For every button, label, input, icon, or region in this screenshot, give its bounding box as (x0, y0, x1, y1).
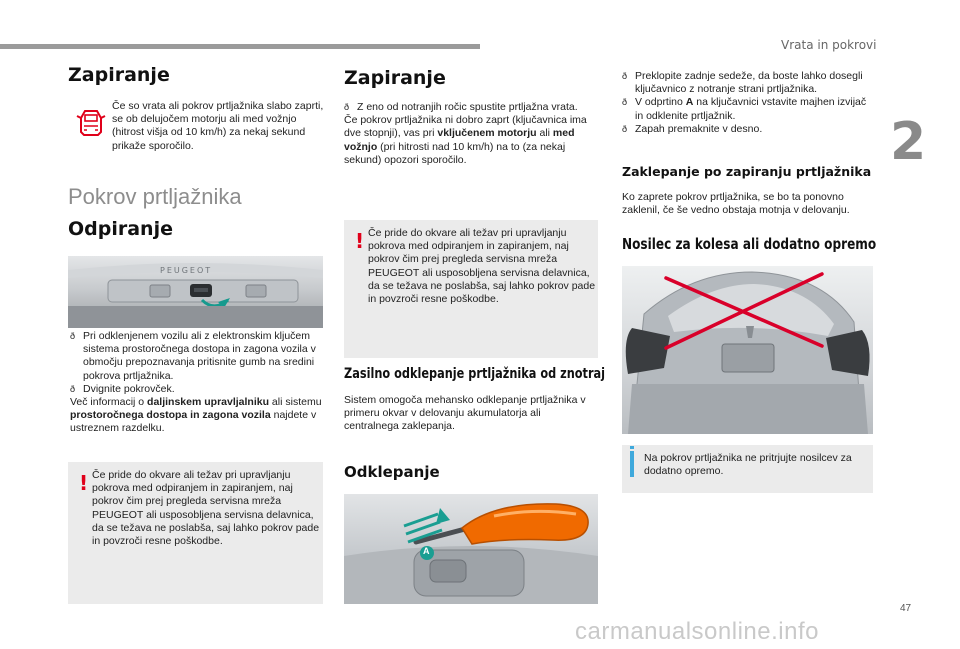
closing-warning-text: Če so vrata ali pokrov prtljažnika slabo zaprti, se ob delujočem motorju ali med vožnjo (hitrost višja od 10 km/h) za nekaj sekund prikaže sporočilo. (112, 100, 324, 152)
closing-p-post: (pri hitrosti nad 10 km/h) na to (za nekaj sekund) opozori sporočilo. (344, 140, 566, 166)
relock-text: Ko zaprete pokrov prtljažnika, se bo ta ponovno zaklenil, če še vedno obstaja motnja v delovanju. (622, 191, 850, 217)
info-icon-dot (630, 446, 634, 449)
emergency-unlock-text: Sistem omogoča mehansko odklepanje prtljažnika v primeru okvar v delovanju akumulatorja ali centralnega zaklepanja. (344, 394, 586, 433)
unlock-step-2-pre: V odprtino (635, 96, 686, 109)
unlock-step-2-bold: A (685, 96, 694, 109)
alert-exclamation-icon: ! (79, 471, 89, 495)
bike-rack-forbidden-image (622, 266, 873, 434)
info-text: Na pokrov prtljažnika ne pritrjujte nosilcev za dodatno opremo. (644, 452, 852, 478)
chapter-number: 2 (890, 112, 927, 172)
heading-zasilno-odklepanje: Zasilno odklepanje prtljažnika od znotraj (344, 366, 606, 382)
car-rear-illustration (622, 266, 873, 434)
info-bold-handsfree: prostoročnega dostopa in zagona vozila (70, 409, 271, 422)
tailgate-button-image (68, 256, 323, 328)
emergency-unlock-image (344, 494, 598, 604)
unlock-steps (622, 70, 872, 136)
peugeot-label: PEUGEOT (160, 266, 213, 275)
closing-bold-driving: med vožnjo (344, 127, 575, 153)
info-pre: Več informacij o (70, 396, 148, 409)
heading-pokrov-prtljaznika: Pokrov prtljažnika (68, 184, 242, 209)
heading-zapiranje-1: Zapiranje (68, 64, 170, 86)
opening-step-2: ð Dvignite pokrovček. (70, 383, 325, 396)
screwdriver-lock-illustration (344, 494, 598, 604)
alert-exclamation-icon: ! (355, 229, 365, 253)
heading-odpiranje: Odpiranje (68, 218, 173, 240)
info-bold-remote: daljinskem upravljalniku (147, 396, 270, 409)
alert-box-2 (344, 220, 598, 358)
unlock-step-2-post: na ključavnici vstavite majhen izvijač in odklenite prtljažnik. (635, 96, 867, 122)
closing-p-mid: ali (536, 127, 553, 140)
closing-bold-engine: vključenem motorju (437, 127, 537, 140)
lock-opening-label-a: A (423, 546, 430, 556)
top-bar (0, 44, 480, 49)
heading-zapiranje-2: Zapiranje (344, 67, 446, 89)
heading-zaklepanje: Zaklepanje po zapiranju prtljažnika (622, 164, 872, 179)
section-title: Vrata in pokrovi (781, 38, 877, 52)
open-door-warning-icon (76, 108, 106, 138)
closing-text (344, 101, 594, 167)
alert-text-1: Če pride do okvare ali težav pri upravljanju pokrova med odpiranjem in zapiranjem, naj pokrov čim prej pregleda servisna mreža PEUGEOT ali usposobljena servisna delavnica, da se težava ne poslabša, saj lahko pokrov pade in povzroči resne poškodbe. (92, 469, 320, 548)
info-icon (630, 451, 634, 477)
opening-instructions (70, 330, 325, 436)
closing-step-1: ð Z eno od notranjih ročic spustite prtljažna vrata. (344, 101, 594, 114)
unlock-step-2 (622, 96, 872, 122)
alert-box-1 (68, 462, 323, 604)
opening-step-1: ð Pri odklenjenem vozilu ali z elektronskim ključem sistema prostoročnega dostopa in zagona vozila v območju prepoznavanja pritisnite gumb na sredini pokrova prtljažnika. (70, 330, 325, 383)
info-mid: ali sistemu (269, 396, 322, 409)
unlock-step-1: ð Preklopite zadnje sedeže, da boste lahko dosegli ključavnico z notranje strani prtljažnika. (622, 70, 872, 96)
heading-odklepanje: Odklepanje (344, 463, 440, 481)
info-post: najdete v ustreznem razdelku. (70, 409, 317, 435)
closing-p-pre: Če pokrov prtljažnika ni dobro zaprt (ključavnica ima dve stopnji), vas pri (344, 114, 587, 140)
heading-nosilec: Nosilec za kolesa ali dodatno opremo (622, 235, 877, 253)
info-box (622, 445, 873, 493)
alert-text-2: Če pride do okvare ali težav pri upravljanju pokrova med odpiranjem in zapiranjem, naj pokrov čim prej pregleda servisna mreža PEUGEOT ali usposobljena servisna delavnica, da se težava ne poslabša, saj lahko pokrov pade in povzroči resne poškodbe. (368, 227, 596, 306)
watermark: carmanualsonline.info (575, 618, 819, 645)
page-number: 47 (900, 603, 912, 614)
unlock-step-3: ð Zapah premaknite v desno. (622, 123, 872, 136)
